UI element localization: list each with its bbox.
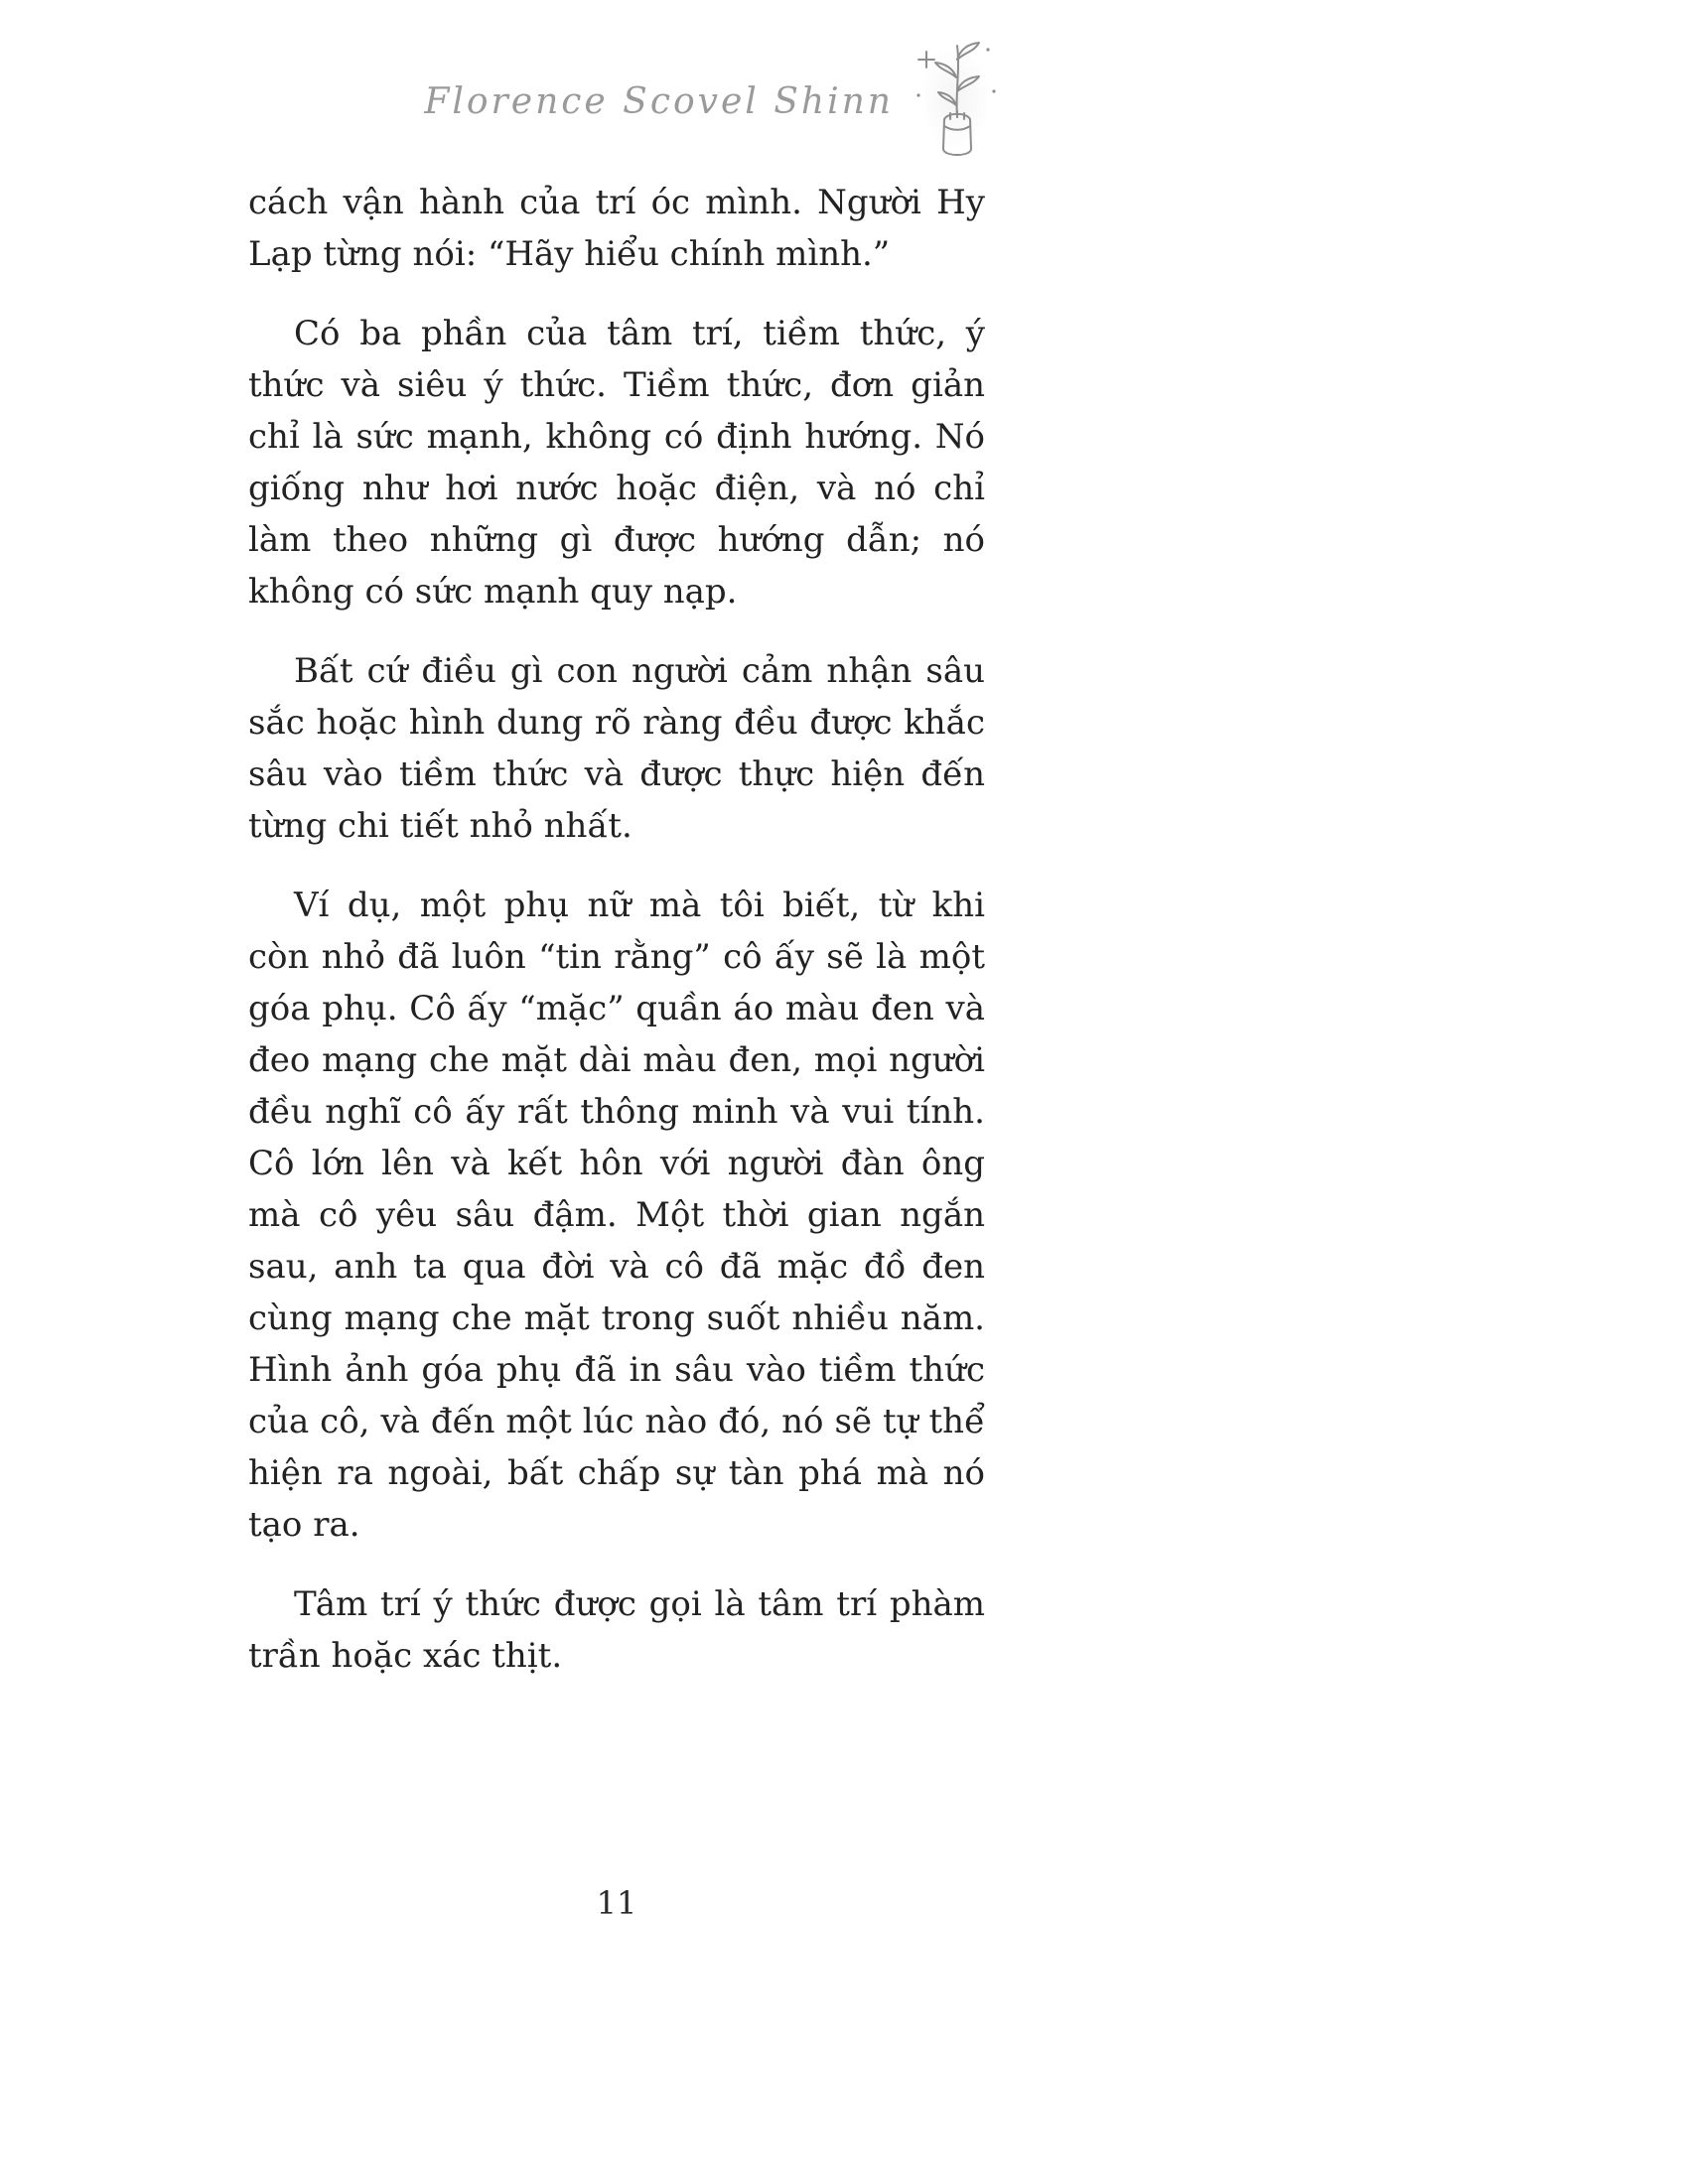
paragraph: Tâm trí ý thức được gọi là tâm trí phàm trần hoặc xác thịt. xyxy=(248,1584,985,1676)
body-text xyxy=(248,177,985,1709)
paragraph: cách vận hành của trí óc mình. Người Hy Lạp từng nói: “Hãy hiểu chính mình.” xyxy=(248,183,985,274)
page-number: 11 xyxy=(596,1884,637,1922)
hand-plant-icon xyxy=(908,30,1003,169)
page-header xyxy=(248,30,1003,169)
author-name: Florence Scovel Shinn xyxy=(424,81,894,122)
paragraph: Ví dụ, một phụ nữ mà tôi biết, từ khi còn nhỏ đã luôn “tin rằng” cô ấy sẽ là một góa phụ. Cô ấy “mặc” quần áo màu đen và đeo mạng che mặt dài màu đen, mọi người đều nghĩ cô ấy rất thông minh và vui tính. Cô lớn lên và kết hôn với người đàn ông mà cô yêu sâu đậm. Một thời gian ngắn sau, anh ta qua đời và cô đã mặc đồ đen cùng mạng che mặt trong suốt nhiều năm. Hình ảnh góa phụ đã in sâu vào tiềm thức của cô, và đến một lúc nào đó, nó sẽ tự thể hiện ra ngoài, bất chấp sự tàn phá mà nó tạo ra. xyxy=(248,886,985,1545)
paragraph: Có ba phần của tâm trí, tiềm thức, ý thức và siêu ý thức. Tiềm thức, đơn giản chỉ là sức mạnh, không có định hướng. Nó giống như hơi nước hoặc điện, và nó chỉ làm theo những gì được hướng dẫn; nó không có sức mạnh quy nạp. xyxy=(248,314,985,612)
paragraph: Bất cứ điều gì con người cảm nhận sâu sắc hoặc hình dung rõ ràng đều được khắc sâu vào tiềm thức và được thực hiện đến từng chi tiết nhỏ nhất. xyxy=(248,651,985,846)
